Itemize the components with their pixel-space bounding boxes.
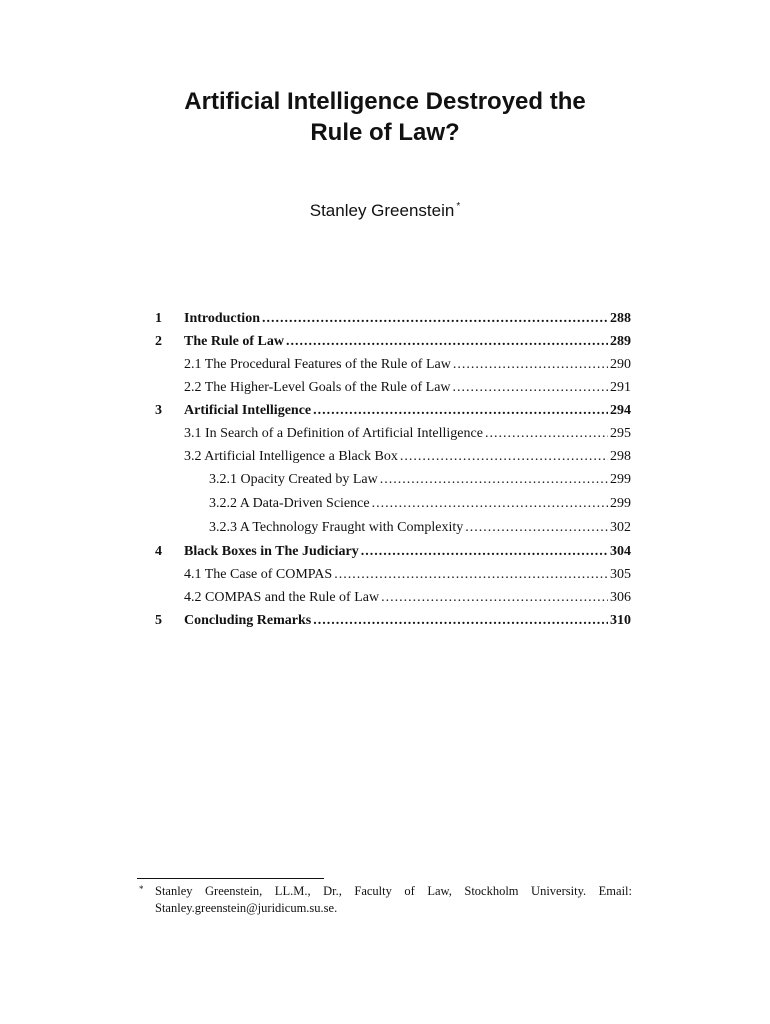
- author-footnote-mark: *: [456, 201, 461, 212]
- toc-entry[interactable]: [155, 613, 631, 636]
- toc-dot-leader: [372, 496, 608, 512]
- table-of-contents: [155, 311, 631, 636]
- toc-entry[interactable]: [155, 449, 631, 472]
- toc-dot-leader: [313, 403, 608, 419]
- toc-dot-leader: [453, 380, 608, 396]
- toc-entry[interactable]: [155, 520, 631, 544]
- toc-entry-page-number: 288: [610, 311, 631, 326]
- toc-entry-label: Concluding Remarks: [184, 613, 312, 628]
- toc-entry-number: 2: [155, 334, 162, 349]
- toc-entry-page-number: 295: [610, 426, 631, 441]
- title-line-1: Artificial Intelligence Destroyed the: [184, 88, 586, 115]
- toc-entry-label: Introduction: [184, 311, 260, 326]
- toc-entry-page-number: 310: [610, 613, 631, 628]
- toc-entry-number: 3: [155, 403, 162, 418]
- author-line: [0, 201, 770, 221]
- toc-entry-label: 2.2 The Higher-Level Goals of the Rule of Law: [184, 380, 451, 395]
- document-title: [0, 86, 770, 148]
- toc-dot-leader: [313, 613, 608, 629]
- toc-entry[interactable]: [155, 334, 631, 357]
- toc-dot-leader: [286, 334, 608, 350]
- toc-entry-page-number: 304: [610, 544, 631, 559]
- toc-entry[interactable]: [155, 567, 631, 590]
- toc-entry-number: 1: [155, 311, 162, 326]
- footnote-line-2: Stanley.greenstein@juridicum.su.se.: [155, 901, 338, 915]
- toc-entry[interactable]: [155, 590, 631, 613]
- toc-entry-label: 3.2 Artificial Intelligence a Black Box: [184, 449, 398, 464]
- toc-dot-leader: [380, 472, 608, 488]
- toc-entry[interactable]: [155, 544, 631, 567]
- toc-dot-leader: [400, 449, 608, 465]
- toc-entry[interactable]: [155, 472, 631, 496]
- footnote-separator: [137, 878, 324, 879]
- toc-dot-leader: [453, 357, 608, 373]
- toc-entry-page-number: 294: [610, 403, 631, 418]
- toc-entry[interactable]: [155, 496, 631, 520]
- toc-entry-label: 3.1 In Search of a Definition of Artificial Intelligence: [184, 426, 483, 441]
- toc-dot-leader: [381, 590, 608, 606]
- toc-entry-page-number: 299: [610, 472, 631, 487]
- toc-entry-label: 3.2.1 Opacity Created by Law: [209, 472, 378, 487]
- toc-entry-number: 4: [155, 544, 162, 559]
- toc-entry[interactable]: [155, 357, 631, 380]
- toc-entry-label: 2.1 The Procedural Features of the Rule of Law: [184, 357, 451, 372]
- toc-dot-leader: [262, 311, 608, 327]
- toc-entry-page-number: 306: [610, 590, 631, 605]
- toc-entry[interactable]: [155, 403, 631, 426]
- toc-entry-label: Black Boxes in The Judiciary: [184, 544, 359, 559]
- toc-dot-leader: [485, 426, 608, 442]
- author-name: Stanley Greenstein: [309, 201, 455, 220]
- toc-entry-number: 5: [155, 613, 162, 628]
- toc-entry-page-number: 290: [610, 357, 631, 372]
- toc-entry-page-number: 305: [610, 567, 631, 582]
- title-line-2: Rule of Law?: [310, 119, 460, 146]
- toc-dot-leader: [465, 520, 608, 536]
- toc-entry[interactable]: [155, 426, 631, 449]
- toc-entry-label: 3.2.2 A Data-Driven Science: [209, 496, 370, 511]
- footnote-text: [155, 883, 632, 917]
- footnote-line-1: Stanley Greenstein, LL.M., Dr., Faculty of Law, Stockholm University. Email:: [155, 884, 632, 898]
- toc-entry-page-number: 291: [610, 380, 631, 395]
- toc-entry-label: 4.2 COMPAS and the Rule of Law: [184, 590, 380, 605]
- toc-entry-page-number: 298: [610, 449, 631, 464]
- toc-entry-page-number: 302: [610, 520, 631, 535]
- toc-entry-page-number: 289: [610, 334, 631, 349]
- footnote-mark: *: [139, 884, 144, 894]
- toc-entry-label: 4.1 The Case of COMPAS: [184, 567, 333, 582]
- toc-entry-page-number: 299: [610, 496, 631, 511]
- toc-dot-leader: [334, 567, 608, 583]
- toc-entry-label: The Rule of Law: [184, 334, 284, 349]
- toc-entry-label: Artificial Intelligence: [184, 403, 312, 418]
- toc-dot-leader: [361, 544, 608, 560]
- toc-entry[interactable]: [155, 311, 631, 334]
- toc-entry[interactable]: [155, 380, 631, 403]
- toc-entry-label: 3.2.3 A Technology Fraught with Complexity: [209, 520, 464, 535]
